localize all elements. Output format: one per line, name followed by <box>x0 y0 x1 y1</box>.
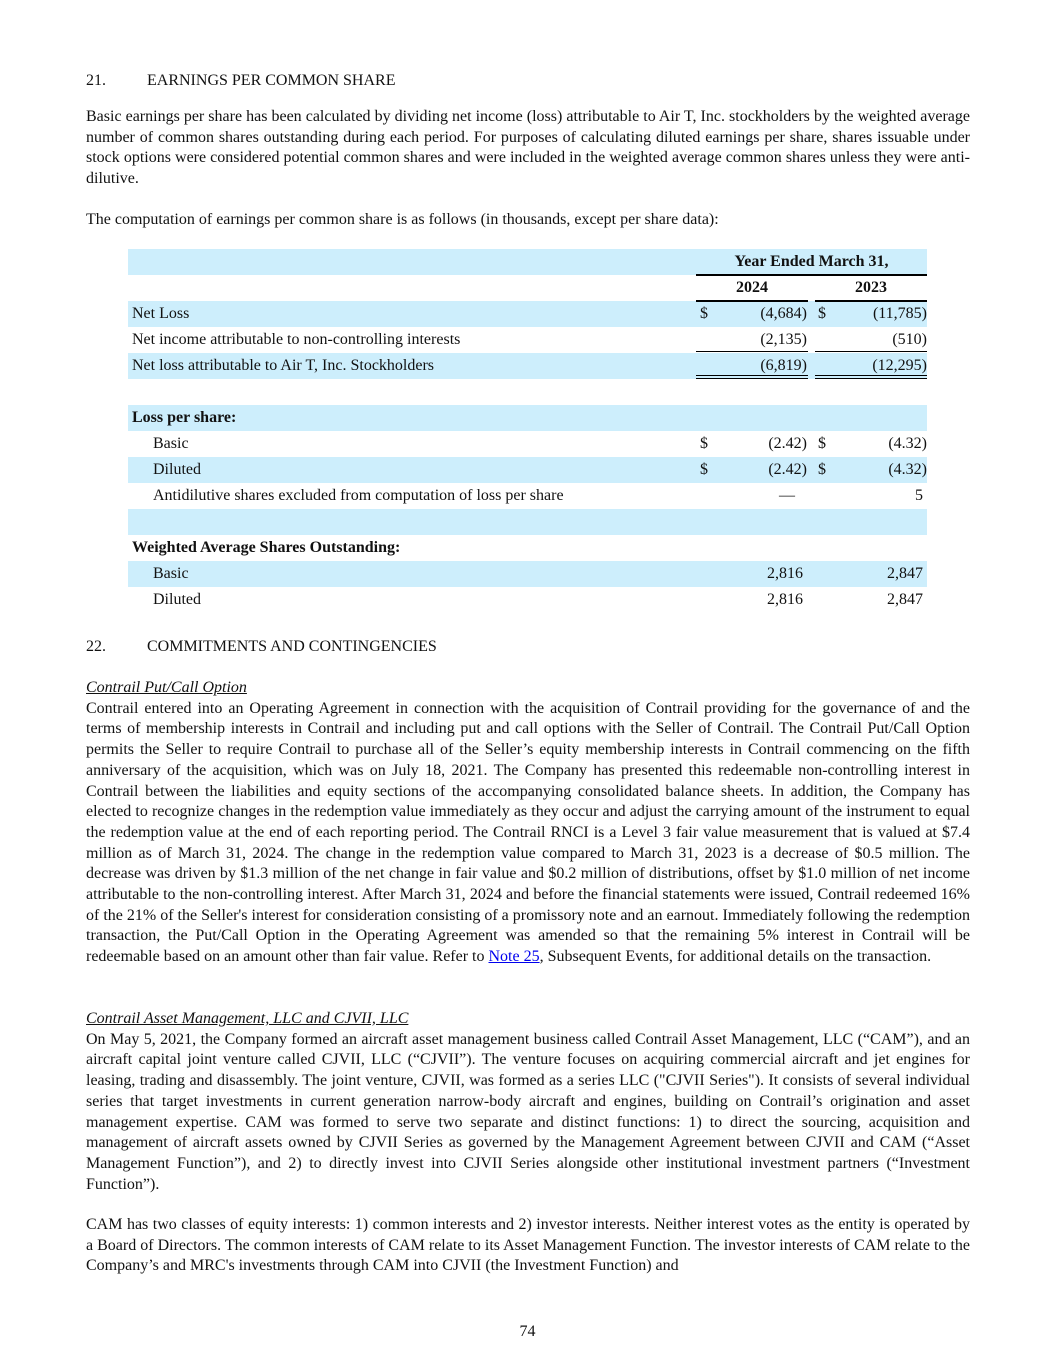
subtotal-rule-2024 <box>696 351 808 352</box>
value-2023: 2,847 <box>887 565 923 582</box>
eps-table <box>128 249 927 613</box>
currency-symbol: $ <box>818 305 826 322</box>
row-label: Loss per share: <box>132 409 237 426</box>
currency-symbol: $ <box>700 305 708 322</box>
page-number: 74 <box>519 1323 536 1340</box>
table-row <box>128 301 927 327</box>
contrail-put-call-section <box>86 678 970 968</box>
cam-equity-paragraph: CAM has two classes of equity interests: 1) common interests and 2) investor interests. Neither interest votes as the entity is operated by a Board of Directors. The common interests of CAM relate to its Asset Management Function. The investor interests of CAM relate to the Company’s and MRC's investments through CAM into CJVII (the Investment Function) and <box>86 1216 970 1275</box>
row-label: Weighted Average Shares Outstanding: <box>132 539 401 556</box>
value-2023: 2,847 <box>887 591 923 608</box>
value-2023: 5 <box>915 487 923 504</box>
column-header-2024: 2024 <box>736 279 768 296</box>
row-label: Net loss attributable to Air T, Inc. Stockholders <box>132 357 435 374</box>
total-double-rule-2023-b <box>815 378 927 379</box>
table-section-row <box>128 535 927 561</box>
table-year-row <box>128 275 927 301</box>
value-2024: 2,816 <box>767 565 803 582</box>
value-2024: — <box>779 487 795 504</box>
value-2024: (2.42) <box>768 461 807 478</box>
table-row <box>128 457 927 483</box>
table-row <box>128 327 927 353</box>
value-2024: 2,816 <box>767 591 803 608</box>
row-label: Diluted <box>153 591 201 608</box>
table-spacer-row <box>128 509 927 535</box>
row-label: Net Loss <box>132 305 190 322</box>
total-double-rule-2024-b <box>696 378 808 379</box>
row-label: Basic <box>153 565 189 582</box>
value-2023: (11,785) <box>872 305 927 322</box>
table-row <box>128 431 927 457</box>
eps-table-intro: The computation of earnings per common share is as follows (in thousands, except per share data): <box>86 211 719 228</box>
table-header-row <box>128 249 927 275</box>
body-text: , Subsequent Events, for additional details on the transaction. <box>539 948 932 966</box>
table-row <box>128 587 927 613</box>
section-title: COMMITMENTS AND CONTINGENCIES <box>147 638 437 655</box>
section-number: 21. <box>86 72 106 89</box>
currency-symbol: $ <box>818 461 826 478</box>
total-double-rule-2023-a <box>815 375 927 376</box>
value-2024: (6,819) <box>760 357 807 374</box>
value-2023: (12,295) <box>872 357 927 374</box>
year-underline-2023 <box>815 300 927 302</box>
subsection-body: On May 5, 2021, the Company formed an aircraft asset management business called Contrail Asset Management, LLC (“CAM”), and an aircraft capital joint venture called CJVII, LLC (“CJVII”). The venture focuses on acquiring commercial aircraft and jet engines for leasing, trading and disassembly. The joint venture, CJVII, was formed as a series LLC ("CJVII Series"). It consists of several individual series that target investments in current generation narrow-body aircraft and engines, building on Contrail’s origination and asset management expertise. CAM was formed to serve two separate and distinct functions: 1) to direct the sourcing, acquisition and management of aircraft assets owned by CJVII Series as governed by the Management Agreement between CJVII and CAM (“Asset Management Function”), and 2) to directly invest into CJVII Series alongside other institutional investment partners (“Investment Function”). <box>86 1030 970 1193</box>
subsection-title: Contrail Put/Call Option <box>86 679 247 696</box>
table-section-row <box>128 405 927 431</box>
section-title: EARNINGS PER COMMON SHARE <box>147 72 396 89</box>
table-spacer-row <box>128 379 927 405</box>
currency-symbol: $ <box>700 461 708 478</box>
value-2024: (4,684) <box>760 305 807 322</box>
section-22-heading <box>86 637 437 658</box>
value-2024: (2,135) <box>760 331 807 348</box>
year-underline-2024 <box>696 300 808 302</box>
currency-symbol: $ <box>818 435 826 452</box>
value-2023: (4.32) <box>888 435 927 452</box>
table-row <box>128 483 927 509</box>
subsection-body <box>86 699 970 968</box>
note-25-link[interactable]: Note 25 <box>488 948 540 966</box>
section-number: 22. <box>86 638 106 655</box>
section-21-heading <box>86 71 395 92</box>
row-label: Antidilutive shares excluded from computation of loss per share <box>153 487 564 504</box>
body-text: Contrail entered into an Operating Agreement in connection with the acquisition of Contrail providing for the governance of and the terms of membership interests in Contrail and including put and call options with the Seller of Contrail. The Contrail Put/Call Option permits the Seller to require Contrail to purchase all of the Seller’s equity membership interests in Contrail commencing on the fifth anniversary of the acquisition, which was on July 18, 2021. The Company has presented this redeemable non-controlling interest in Contrail between the liabilities and equity sections of the accompanying consolidated balance sheets. In addition, the Company has elected to recognize changes in the redemption value immediately as they occur and adjust the carrying amount of the instrument to equal the redemption value at the end of each reporting period. The Contrail RNCI is a Level 3 fair value measurement that is valued at $7.4 million as of March 31, 2024. The change in the redemption value compared to March 31, 2023 is a decrease of $0.5 million. The decrease was driven by $1.3 million of the net change in fair value and $0.2 million of distributions, offset by $1.0 million of net income attributable to the non-controlling interest. After March 31, 2024 and before the financial statements were issued, Contrail redeemed 16% of the 21% of the Seller's interest for consideration consisting of a promissory note and an earnout. Immediately following the redemption transaction, the Put/Call Option in the Operating Agreement was amended so that the remaining 5% interest in Contrail will be redeemable based on an amount other than fair value. Refer to <box>86 699 970 966</box>
currency-symbol: $ <box>700 435 708 452</box>
value-2023: (4.32) <box>888 461 927 478</box>
header-underline <box>696 274 927 276</box>
contrail-asset-management-section <box>86 1009 970 1195</box>
column-header-2023: 2023 <box>855 279 887 296</box>
row-label: Net income attributable to non-controlling interests <box>132 331 461 348</box>
subtotal-rule-2023 <box>815 351 927 352</box>
value-2023: (510) <box>892 331 927 348</box>
table-row <box>128 561 927 587</box>
value-2024: (2.42) <box>768 435 807 452</box>
row-label: Basic <box>153 435 189 452</box>
total-double-rule-2024-a <box>696 375 808 376</box>
column-group-header: Year Ended March 31, <box>734 253 889 270</box>
row-label: Diluted <box>153 461 201 478</box>
subsection-title: Contrail Asset Management, LLC and CJVII, LLC <box>86 1010 409 1027</box>
eps-description-paragraph: Basic earnings per share has been calculated by dividing net income (loss) attributable to Air T, Inc. stockholders by the weighted average number of common shares outstanding during each period. For purposes of calculating diluted earnings per share, shares issuable under stock options were considered potential common shares and were included in the weighted average common shares unless they were anti-dilutive. <box>86 108 970 188</box>
